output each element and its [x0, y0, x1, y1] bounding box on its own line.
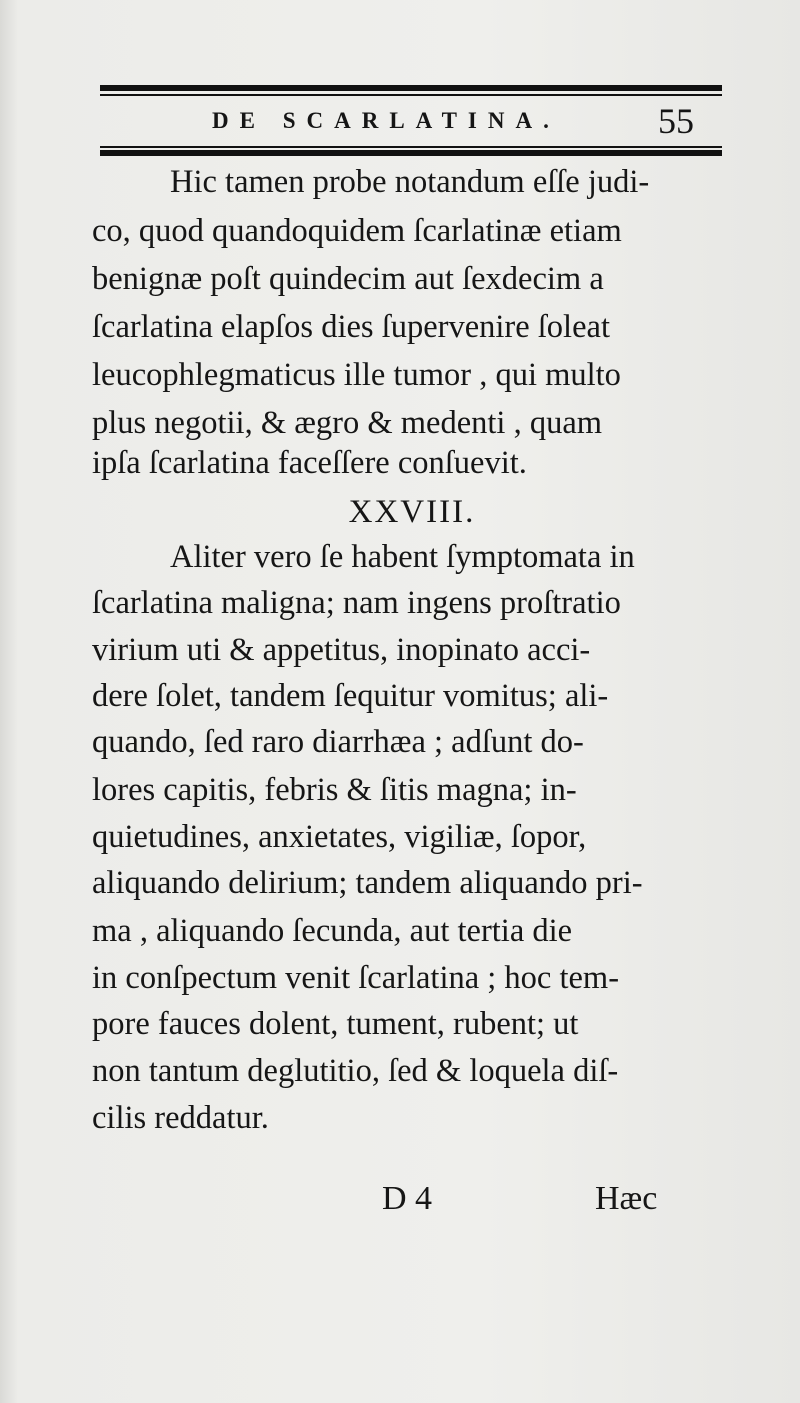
- catchword: Hæc: [595, 1180, 658, 1217]
- text-line: Hic tamen probe notandum eſſe judi-: [170, 164, 650, 200]
- header-rule-bottom-thin: [100, 146, 722, 148]
- text-line: Aliter vero ſe habent ſymptomata in: [170, 539, 635, 575]
- page-number: 55: [658, 101, 694, 141]
- text-line: aliquando delirium; tandem aliquando pri-: [92, 865, 643, 901]
- header-rule-top: [100, 85, 722, 91]
- text-line: in conſpectum venit ſcarlatina ; hoc tem-: [92, 960, 620, 996]
- header-rule-top-thin: [100, 94, 722, 96]
- text-line: dere ſolet, tandem ſequitur vomitus; ali-: [92, 678, 609, 714]
- text-line: plus negotii, & ægro & medenti , quam: [92, 405, 603, 441]
- text-line: ma , aliquando ſecunda, aut tertia die: [92, 913, 573, 949]
- text-line: quietudines, anxietates, vigiliæ, ſopor,: [92, 819, 587, 855]
- section-heading: XXVIII.: [348, 494, 476, 530]
- signature-mark: D 4: [382, 1180, 433, 1217]
- text-line: non tantum deglutitio, ſed & loquela diſ-: [92, 1053, 619, 1089]
- text-line: ipſa ſcarlatina faceſſere conſuevit.: [92, 445, 527, 481]
- text-line: pore fauces dolent, tument, rubent; ut: [92, 1006, 579, 1042]
- text-line: quando, ſed raro diarrhæa ; adſunt do-: [92, 724, 584, 760]
- text-line: co, quod quandoquidem ſcarlatinæ etiam: [92, 213, 622, 249]
- running-head: [100, 100, 722, 144]
- text-line: virium uti & appetitus, inopinato acci-: [92, 632, 591, 668]
- text-line: ſcarlatina elapſos dies ſupervenire ſoleat: [92, 309, 610, 345]
- running-title: DE SCARLATINA.: [212, 108, 560, 133]
- text-line: lores capitis, febris & ſitis magna; in-: [92, 772, 577, 808]
- text-line: benignæ poſt quindecim aut ſexdecim a: [92, 261, 604, 297]
- text-line: cilis reddatur.: [92, 1100, 269, 1136]
- header-rule-bottom: [100, 150, 722, 156]
- text-line: ſcarlatina maligna; nam ingens proſtratio: [92, 585, 621, 621]
- text-line: leucophlegmaticus ille tumor , qui multo: [92, 357, 621, 393]
